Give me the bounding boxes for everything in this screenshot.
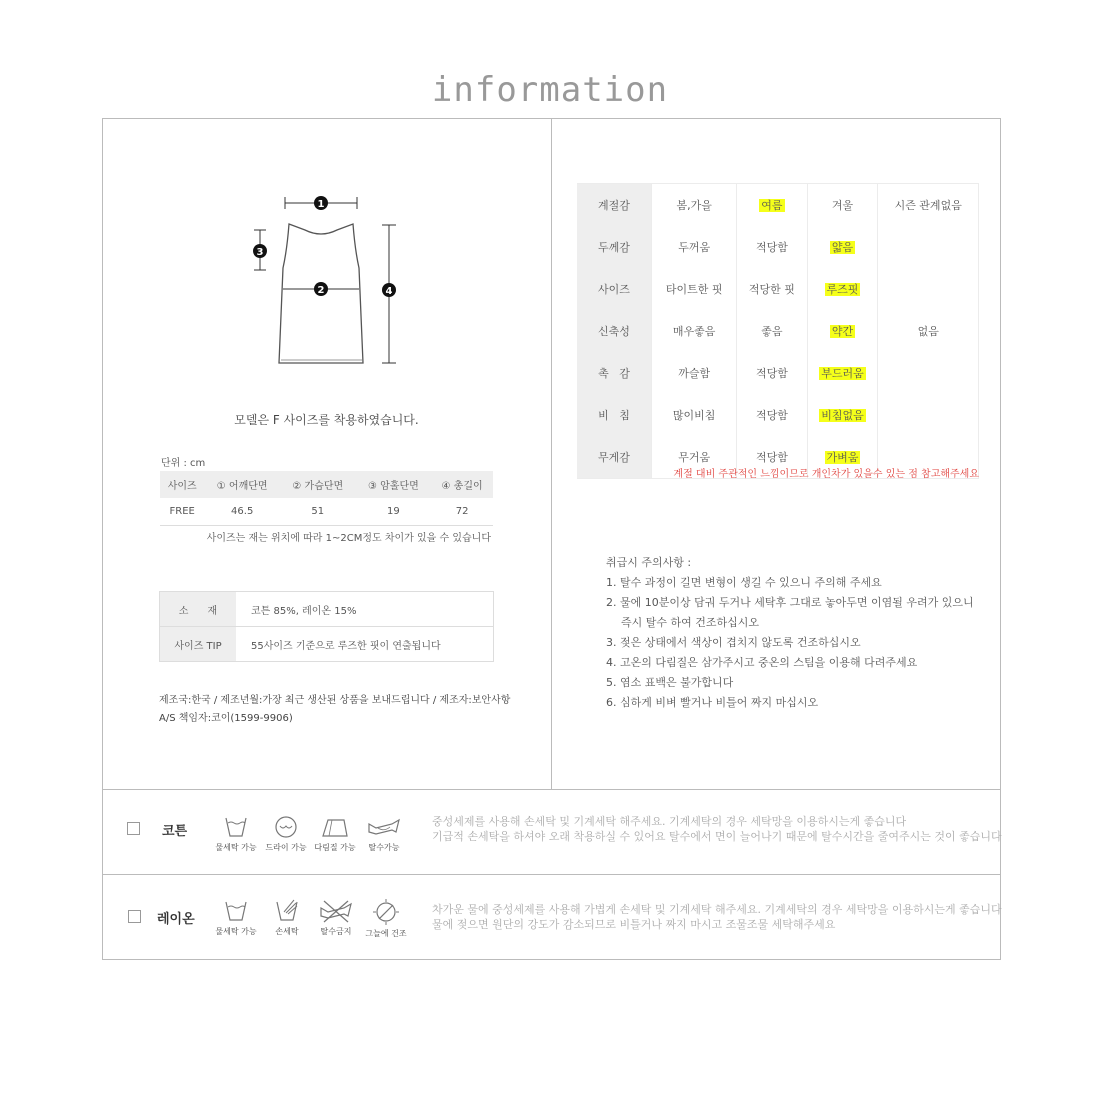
iron-icon [320, 814, 350, 840]
feel-cell: 무거움 [652, 436, 737, 479]
section-divider [103, 874, 1000, 875]
icon-label: 손세탁 [275, 927, 299, 936]
feel-cell [878, 352, 979, 394]
section-divider [103, 789, 1000, 790]
shade-dry-icon [371, 898, 401, 926]
feel-cell: 적당함 [737, 394, 807, 436]
feel-cell: 타이트한 핏 [652, 268, 737, 310]
size-tip-row [160, 627, 494, 662]
maker-info [159, 692, 510, 728]
feel-selected: 약간 [831, 325, 854, 338]
care-item: 즉시 탈수 하여 건조하십시오 [621, 616, 760, 629]
care-item: 3. 젖은 상태에서 색상이 겹치지 않도록 건조하십시오 [606, 636, 861, 649]
dry-clean-icon-item [262, 814, 310, 853]
fabric-name-rayon: 레이온 [157, 912, 195, 927]
feel-cell: 까슬함 [652, 352, 737, 394]
feel-row-sheer [577, 394, 979, 436]
material-value: 코튼 85%, 레이온 15% [236, 592, 494, 627]
size-cell: 72 [431, 498, 493, 526]
feel-selected: 가벼움 [826, 451, 859, 464]
size-header-cell: ④ 총길이 [431, 471, 493, 498]
wash-text-line: 차가운 물에 중성세제를 사용해 가볍게 손세탁 및 기계세탁 해주세요. 기계세탁의 경우 세탁망을 이용하시는게 좋습니다 [432, 903, 1002, 916]
feel-cell: 많이비침 [652, 394, 737, 436]
hand-wash-icon-item [263, 898, 311, 937]
icon-label: 탈수가능 [368, 843, 400, 852]
feel-cell: 두꺼움 [652, 226, 737, 268]
feel-cell [807, 310, 878, 352]
size-header-cell: ② 가슴단면 [280, 471, 356, 498]
feel-cell: 겨울 [807, 184, 878, 227]
washtub-icon [223, 898, 249, 924]
feel-cell [737, 184, 807, 227]
feel-disclaimer: 계절 대비 주관적인 느낌이므로 개인차가 있을수 있는 점 참고해주세요 [673, 469, 979, 480]
size-tip-label: 사이즈 TIP [160, 627, 237, 662]
feel-cell: 적당함 [737, 352, 807, 394]
feel-cell: 봄,가을 [652, 184, 737, 227]
no-wring-icon [318, 898, 354, 924]
svg-text:2: 2 [317, 285, 325, 296]
marker-4 [382, 283, 396, 297]
rayon-wash-text [432, 902, 1002, 932]
washtub-icon-item [212, 814, 260, 853]
size-cell: 51 [280, 498, 356, 526]
icon-label: 다림질 가능 [314, 843, 356, 852]
icon-label: 물세탁 가능 [215, 843, 257, 852]
size-cell: 19 [356, 498, 432, 526]
maker-info-line: 제조국:한국 / 제조년월:가장 최근 생산된 상품을 보내드립니다 / 제조자:보안사항 [159, 695, 511, 706]
size-cell: FREE [160, 498, 204, 526]
feel-cell: 적당함 [737, 226, 807, 268]
feel-label: 계절감 [577, 184, 652, 227]
wring-icon-item [360, 814, 408, 853]
size-table-row [160, 498, 493, 526]
feel-label: 사이즈 [577, 268, 652, 310]
care-item: 6. 심하게 비벼 빨거나 비틀어 짜지 마십시오 [606, 696, 819, 709]
care-item: 5. 염소 표백은 불가합니다 [606, 676, 734, 689]
care-instructions [606, 553, 974, 713]
wash-text-line: 기급적 손세탁을 하셔야 오래 착용하실 수 있어요 탈수에서 면이 늘어나기 때문에 탈수시간을 줄여주시는 것이 좋습니다 [432, 830, 1002, 843]
size-table-header [160, 471, 493, 498]
feel-selected: 여름 [761, 199, 783, 212]
care-title: 취급시 주의사항 : [606, 556, 692, 569]
feel-cell [878, 268, 979, 310]
feel-selected: 얇음 [831, 241, 854, 254]
wash-text-line: 물에 젖으면 원단의 강도가 감소되므로 비틀거나 짜지 마시고 조물조물 세탁해주세요 [432, 918, 836, 931]
feel-label: 촉 감 [577, 352, 652, 394]
feel-cell: 적당한 핏 [737, 268, 807, 310]
care-item: 2. 물에 10분이상 담궈 두거나 세탁후 그대로 놓아두면 이염될 우려가 있으니 [606, 596, 974, 609]
cotton-wash-text [432, 814, 1002, 844]
page-title: information [431, 70, 669, 110]
feel-selected: 부드러움 [821, 367, 864, 380]
marker-1 [314, 196, 328, 210]
marker-2 [314, 282, 328, 296]
marker-3 [253, 244, 267, 258]
feel-cell: 매우좋음 [652, 310, 737, 352]
feel-label: 무게감 [577, 436, 652, 479]
as-contact-line: A/S 책임자:코이(1599-9906) [159, 713, 293, 724]
feel-row-touch [577, 352, 979, 394]
feel-selected: 비침없음 [821, 409, 864, 422]
washtub-icon [223, 814, 249, 840]
size-header-cell: ① 어깨단면 [204, 471, 280, 498]
wring-icon [366, 814, 402, 840]
model-size-caption: 모델은 F 사이즈를 착용하였습니다. [234, 413, 419, 427]
size-note: 사이즈는 재는 위치에 따라 1~2CM정도 차이가 있을 수 있습니다 [206, 533, 491, 544]
shade-dry-icon-item [361, 898, 411, 939]
feel-cell [878, 226, 979, 268]
feel-cell: 없음 [878, 310, 979, 352]
icon-label: 그늘에 건조 [365, 929, 407, 938]
no-wring-icon-item [312, 898, 360, 937]
care-item: 4. 고온의 다림질은 삼가주시고 중온의 스팀을 이용해 다려주세요 [606, 656, 918, 669]
dry-clean-icon [273, 814, 299, 840]
material-row [160, 592, 494, 627]
garment-size-diagram [245, 190, 415, 370]
washtub-icon-item [212, 898, 260, 937]
feel-cell: 시즌 관계없음 [878, 184, 979, 227]
svg-text:4: 4 [385, 286, 393, 297]
rayon-checkbox[interactable] [128, 910, 141, 923]
column-divider [551, 119, 552, 790]
size-tip-value: 55사이즈 기준으로 루즈한 핏이 연출됩니다 [236, 627, 494, 662]
feel-label: 신축성 [577, 310, 652, 352]
material-label: 소 재 [160, 592, 237, 627]
unit-label: 단위 : cm [161, 458, 206, 469]
icon-label: 물세탁 가능 [215, 927, 257, 936]
iron-icon-item [311, 814, 359, 853]
svg-text:3: 3 [256, 247, 264, 258]
fabric-feel-table [577, 183, 979, 479]
fabric-name-cotton: 코튼 [162, 824, 188, 839]
icon-label: 탈수금지 [320, 927, 352, 936]
feel-row-season [577, 184, 979, 227]
feel-cell [807, 352, 878, 394]
feel-row-stretch [577, 310, 979, 352]
cotton-checkbox[interactable] [127, 822, 140, 835]
feel-cell: 적당함 [737, 436, 807, 479]
wash-text-line: 중성세제를 사용해 손세탁 및 기계세탁 해주세요. 기계세탁의 경우 세탁망을 이용하시는게 좋습니다 [432, 815, 907, 828]
feel-selected: 루즈핏 [826, 283, 859, 296]
feel-cell [807, 226, 878, 268]
material-table [159, 591, 494, 662]
feel-label: 두께감 [577, 226, 652, 268]
svg-text:1: 1 [317, 199, 325, 210]
size-header-cell: 사이즈 [160, 471, 204, 498]
size-cell: 46.5 [204, 498, 280, 526]
size-table [160, 471, 493, 526]
care-item: 1. 탈수 과정이 길면 변형이 생길 수 있으니 주의해 주세요 [606, 576, 882, 589]
size-header-cell: ③ 암홀단면 [356, 471, 432, 498]
feel-label: 비 침 [577, 394, 652, 436]
feel-cell [807, 394, 878, 436]
feel-cell: 좋음 [737, 310, 807, 352]
feel-cell [878, 394, 979, 436]
feel-cell [807, 268, 878, 310]
feel-row-size [577, 268, 979, 310]
feel-row-thickness [577, 226, 979, 268]
hand-wash-icon [274, 898, 300, 924]
icon-label: 드라이 가능 [265, 843, 307, 852]
